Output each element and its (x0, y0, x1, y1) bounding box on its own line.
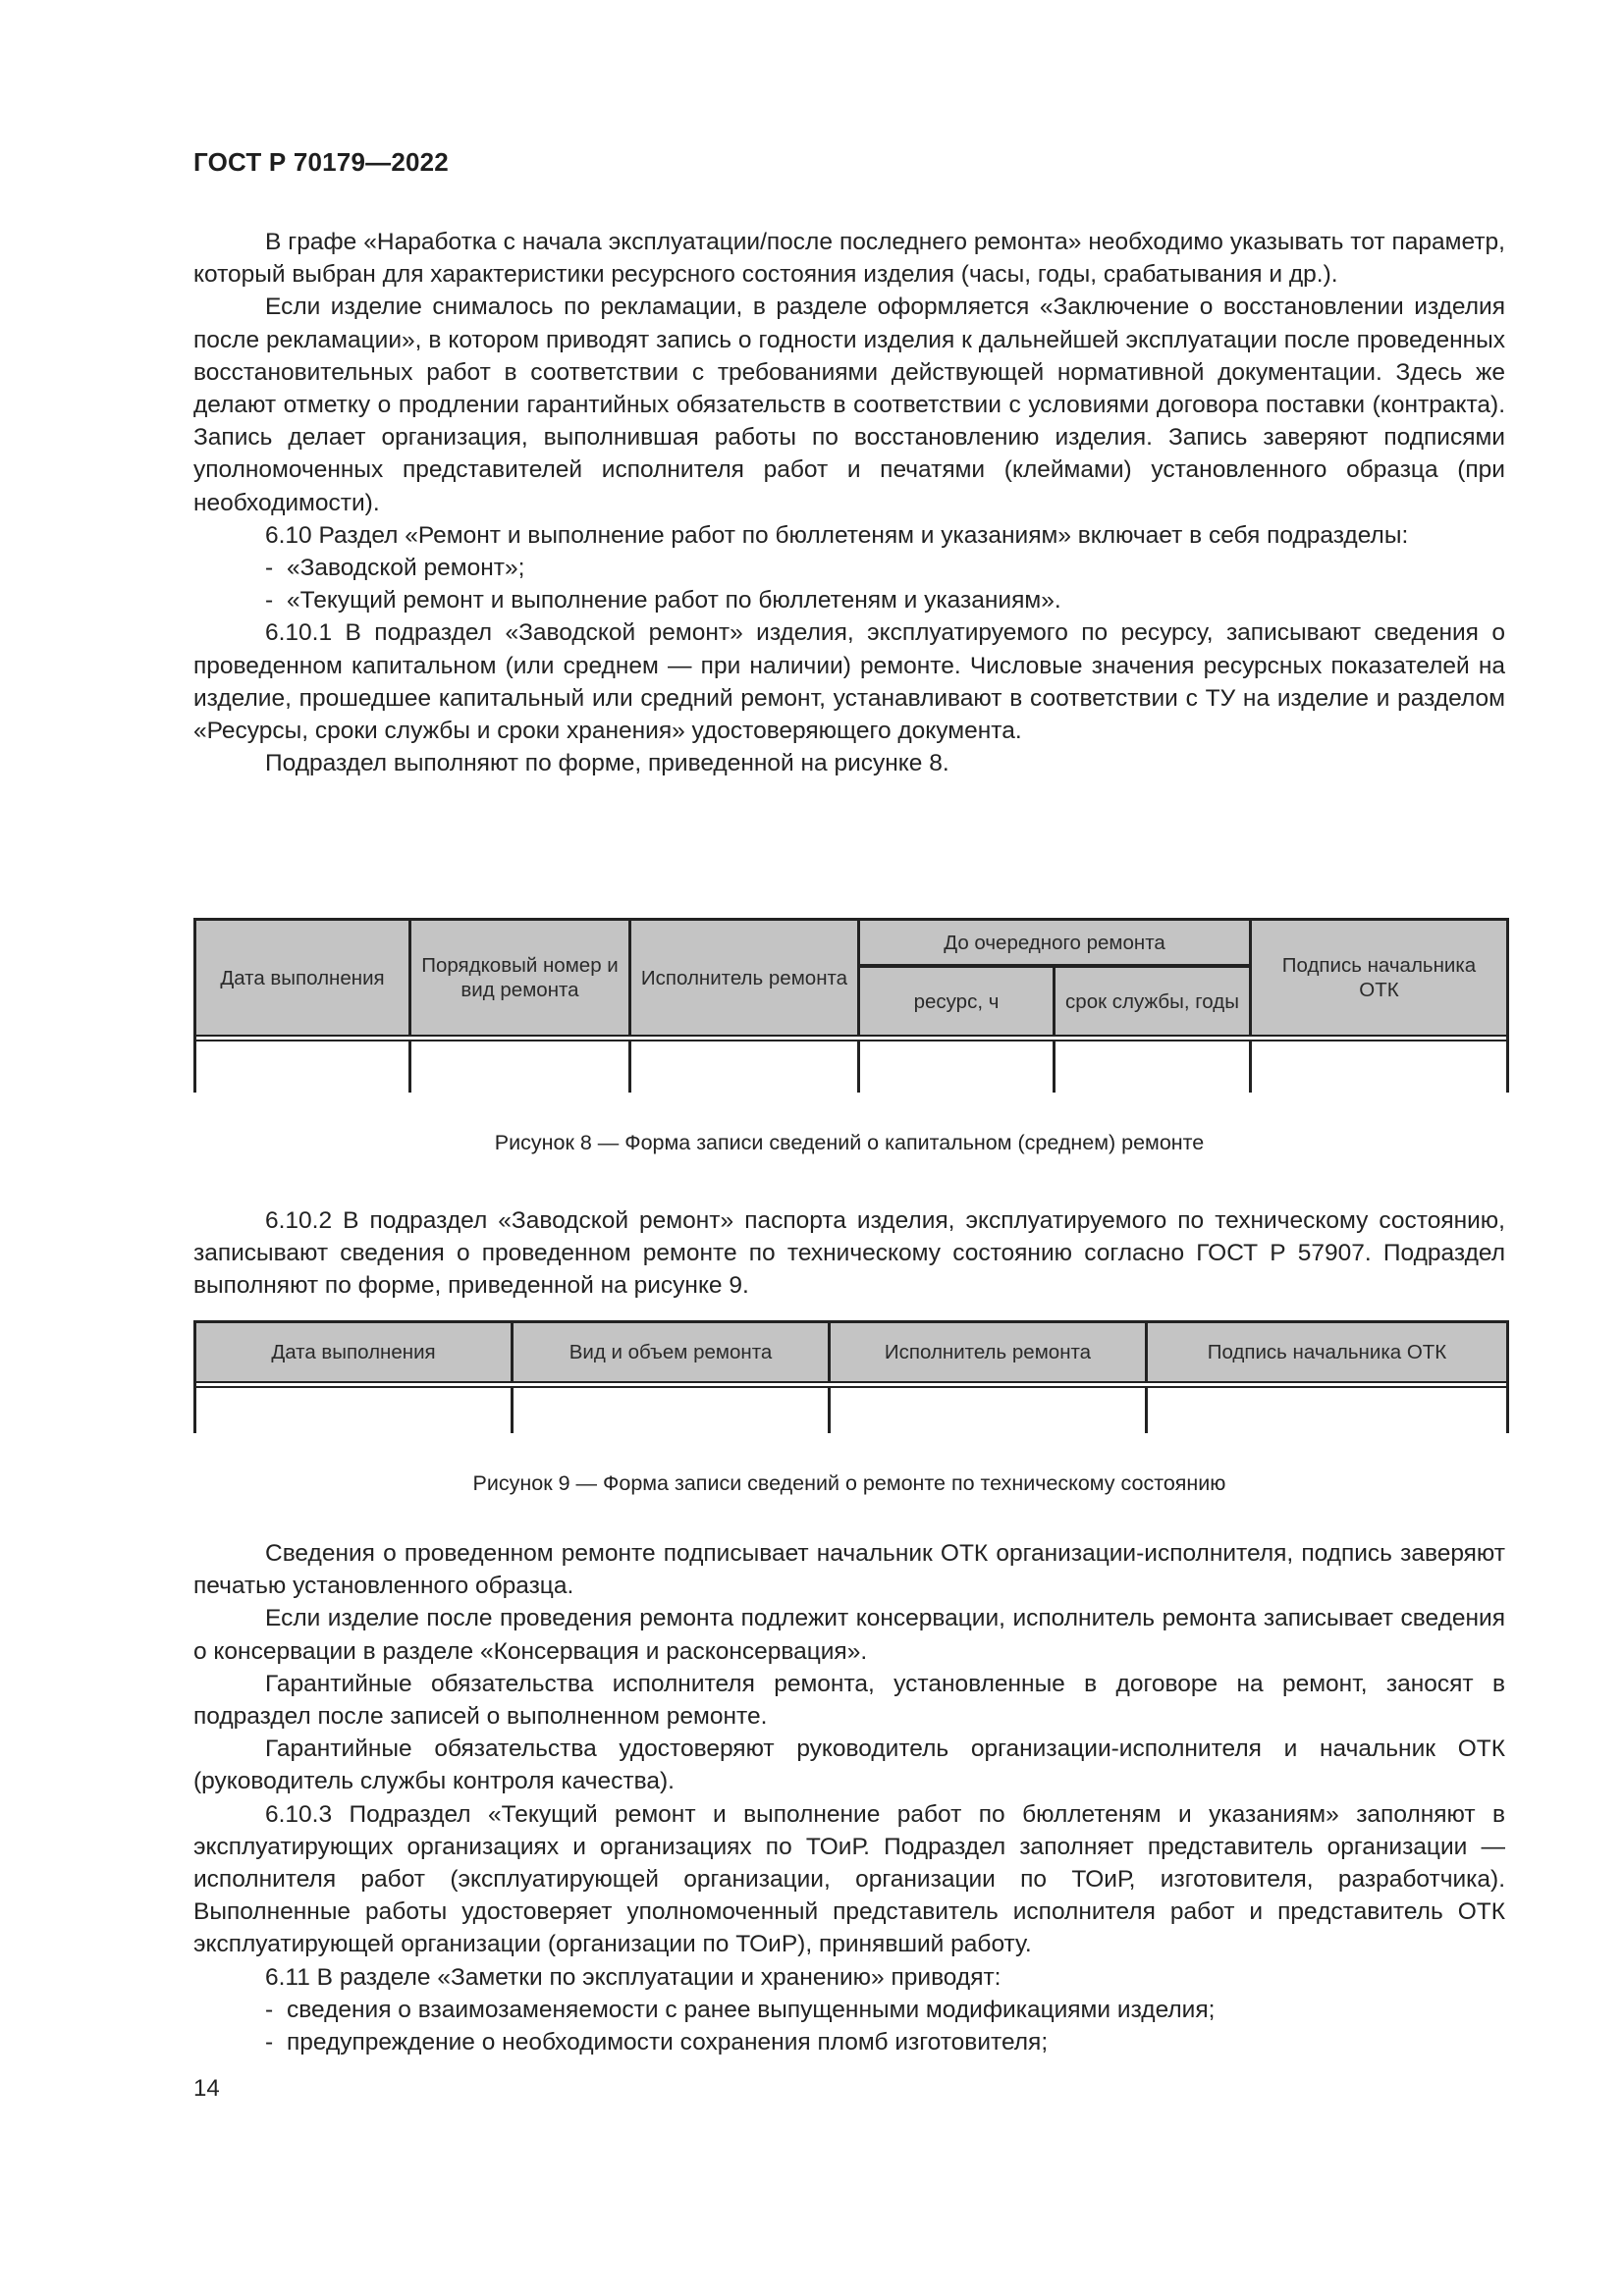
cell-executor[interactable] (830, 1387, 1147, 1433)
text-section-1 (193, 226, 1505, 779)
header-signature: Подпись начальника ОТК (1147, 1322, 1508, 1383)
list-dash: - (265, 555, 274, 582)
page-number: 14 (193, 2075, 220, 2102)
cell-repair-scope[interactable] (513, 1387, 830, 1433)
header-resource: ресурс, ч (859, 966, 1055, 1036)
list-dash: - (265, 1996, 274, 2023)
cell-date[interactable] (195, 1041, 410, 1093)
text-section-2 (193, 1204, 1505, 1303)
header-until-next-repair: До очередного ремонта (859, 920, 1251, 967)
paragraph-otk-signature: Сведения о проведенном ремонте подписывает начальник ОТК организации-исполнителя, подпись заверяют печатью установленного образца. (193, 1540, 1505, 1600)
list-item-text: «Заводской ремонт»; (287, 555, 525, 582)
cell-signature[interactable] (1147, 1387, 1508, 1433)
list-dash: - (265, 587, 274, 614)
figure-9-caption: Рисунок 9 — Форма записи сведений о ремонте по техническому состоянию (472, 1471, 1226, 1495)
cell-number-type[interactable] (410, 1041, 630, 1093)
figure-9-table (193, 1320, 1509, 1433)
paragraph-conservation: Если изделие после проведения ремонта подлежит консервации, исполнитель ремонта записывает сведения о консервации в разделе «Консервация и расконсервация». (193, 1605, 1505, 1665)
figure-8-caption: Рисунок 8 — Форма записи сведений о капитальном (среднем) ремонте (494, 1131, 1205, 1154)
header-number-type: Порядковый номер и вид ремонта (410, 920, 630, 1037)
list-item-text: сведения о взаимозаменяемости с ранее выпущенными модификациями изделия; (287, 1996, 1216, 2023)
header-service-life: срок службы, годы (1055, 966, 1251, 1036)
list-item (193, 2026, 1505, 2058)
paragraph-6-10-1: 6.10.1 В подраздел «Заводской ремонт» изделия, эксплуатируемого по ресурсу, записывают сведения о проведенном капитальном (или среднем — при наличии) ремонте. Числовые значения ресурсных показателей на изделие, прошедшее капитальный или средний ремонт, устанавливают в соответствии с ТУ на изделие и разделом «Ресурсы, сроки службы и сроки хранения» удостоверяющего документа. (193, 619, 1505, 745)
list-dash: - (265, 2029, 274, 2056)
cell-resource[interactable] (859, 1041, 1055, 1093)
cell-date[interactable] (195, 1387, 513, 1433)
table-row (195, 1041, 1508, 1093)
paragraph-6-11: 6.11 В разделе «Заметки по эксплуатации и хранению» приводят: (265, 1963, 1001, 1991)
cell-signature[interactable] (1251, 1041, 1508, 1093)
list-item (193, 584, 1505, 616)
cell-service-life[interactable] (1055, 1041, 1251, 1093)
paragraph-6-10-3: 6.10.3 Подраздел «Текущий ремонт и выполнение работ по бюллетеням и указаниям» заполняют в эксплуатирующих организациях и организациях по ТОиР. Подраздел заполняет представитель организации — исполнителя работ (эксплуатирующей организации, организации по ТОиР, изготовителя, разработчика). Выполненные работы удостоверяет уполномоченный представитель исполнителя работ и представитель ОТК эксплуатирующей организации (организации по ТОиР), принявший работу. (193, 1800, 1505, 1958)
list-item-text: «Текущий ремонт и выполнение работ по бюллетеням и указаниям». (287, 587, 1061, 614)
table-row (195, 1387, 1508, 1433)
header-executor: Исполнитель ремонта (830, 1322, 1147, 1383)
paragraph-6-10-2: 6.10.2 В подраздел «Заводской ремонт» паспорта изделия, эксплуатируемого по техническому состоянию, записывают сведения о проведенном ремонте по техническому состоянию согласно ГОСТ Р 57907. Подраздел выполняют по форме, приведенной на рисунке 9. (193, 1207, 1505, 1300)
document-id-header: ГОСТ Р 70179—2022 (193, 147, 449, 177)
list-item (193, 1994, 1505, 2026)
header-executor: Исполнитель ремонта (630, 920, 859, 1037)
header-repair-scope: Вид и объем ремонта (513, 1322, 830, 1383)
paragraph-warranty-certification: Гарантийные обязательства удостоверяют руководитель организации-исполнителя и начальник ОТК (руководитель службы контроля качества). (193, 1735, 1505, 1795)
paragraph-operating-time: В графе «Наработка с начала эксплуатации/после последнего ремонта» необходимо указывать тот параметр, который выбран для характеристики ресурсного состояния изделия (часы, годы, срабатывания и др.). (193, 229, 1505, 289)
header-date: Дата выполнения (195, 920, 410, 1037)
figure-8-table (193, 918, 1509, 1093)
paragraph-reclamation: Если изделие снималось по рекламации, в разделе оформляется «Заключение о восстановлении изделия после рекламации», в котором приводят запись о годности изделия к дальнейшей эксплуатации после проведенных восстановительных работ в соответствии с требованиями действующей нормативной документации. Здесь же делают отметку о продлении гарантийных обязательств в соответствии с условиями договора поставки (контракта). Запись делает организация, выполнившая работы по восстановлению изделия. Запись заверяют подписями уполномоченных представителей исполнителя работ и печатями (клеймами) установленного образца (при необходимости). (193, 294, 1505, 516)
cell-executor[interactable] (630, 1041, 859, 1093)
paragraph-6-10: 6.10 Раздел «Ремонт и выполнение работ по бюллетеням и указаниям» включает в себя подразделы: (265, 521, 1409, 549)
list-item (193, 552, 1505, 584)
text-section-3 (193, 1537, 1505, 2058)
list-item-text: предупреждение о необходимости сохранения пломб изготовителя; (287, 2029, 1049, 2056)
header-signature: Подпись начальника ОТК (1251, 920, 1508, 1037)
paragraph-figure8-ref: Подраздел выполняют по форме, приведенной на рисунке 8. (265, 750, 949, 777)
paragraph-warranty-entry: Гарантийные обязательства исполнителя ремонта, установленные в договоре на ремонт, заносят в подраздел после записей о выполненном ремонте. (193, 1670, 1505, 1731)
header-date: Дата выполнения (195, 1322, 513, 1383)
